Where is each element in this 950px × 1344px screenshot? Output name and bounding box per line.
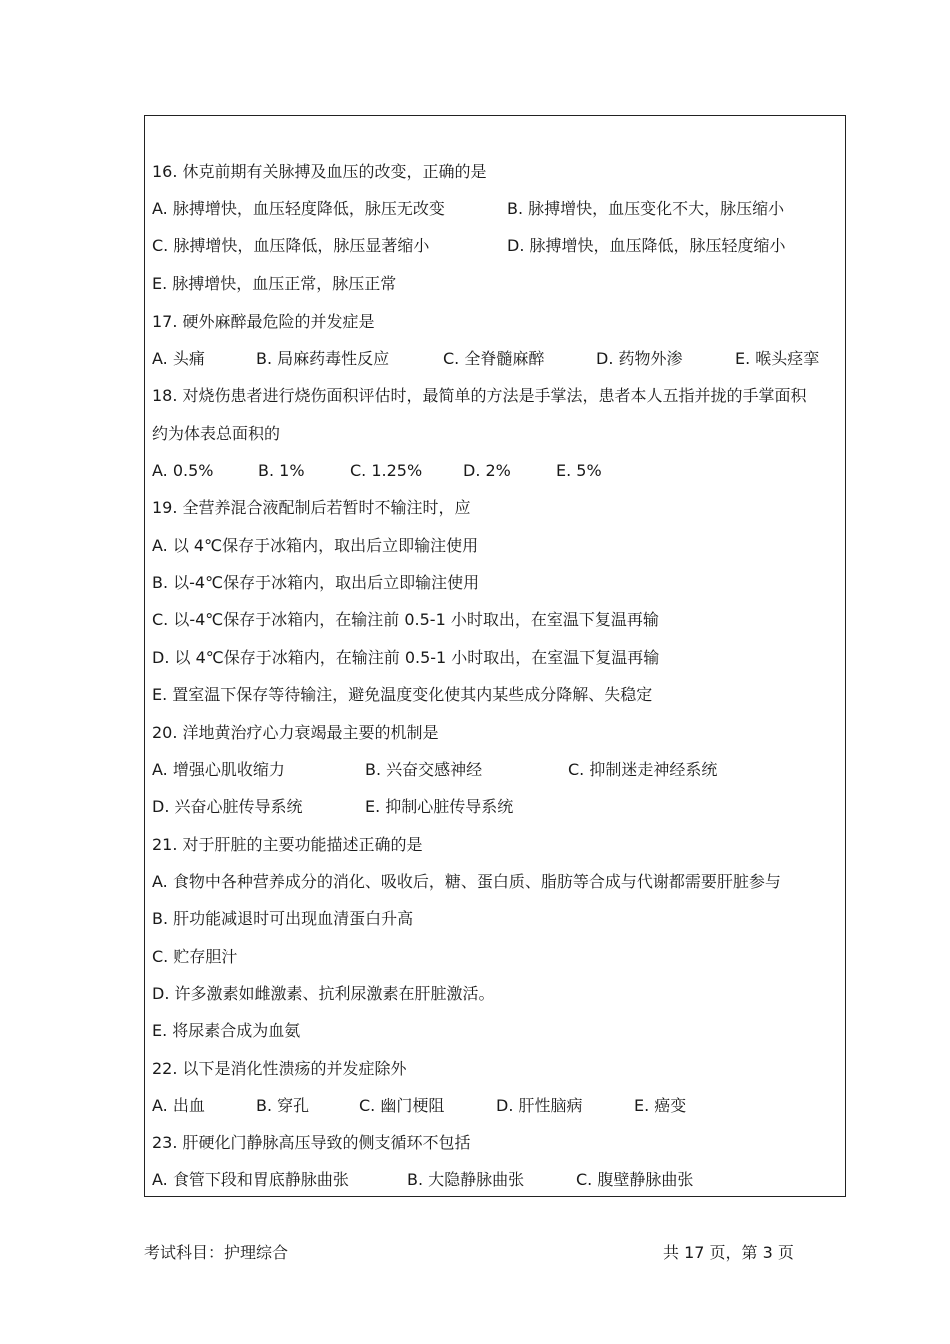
- option-a: A. 增强心肌收缩力: [152, 760, 285, 779]
- option-b: B. 穿孔: [256, 1096, 310, 1115]
- option-a: A. 出血: [152, 1096, 205, 1115]
- option-c: C. 幽门梗阻: [359, 1096, 445, 1115]
- footer-page-number: 共 17 页，第 3 页: [663, 1243, 794, 1262]
- question-19-option-b: B. 以-4℃保存于冰箱内，取出后立即输注使用: [152, 573, 480, 592]
- question-19-option-a: A. 以 4℃保存于冰箱内，取出后立即输注使用: [152, 536, 479, 555]
- option-c: C. 全脊髓麻醉: [443, 349, 545, 368]
- option-b: B. 局麻药毒性反应: [256, 349, 390, 368]
- question-19-option-e: E. 置室温下保存等待输注，避免温度变化使其内某些成分降解、失稳定: [152, 685, 653, 704]
- option-c: C. 1.25%: [350, 461, 423, 480]
- question-20-stem: 20. 洋地黄治疗心力衰竭最主要的机制是: [152, 723, 439, 742]
- option-a: A. 食管下段和胃底静脉曲张: [152, 1170, 349, 1189]
- option-d: D. 肝性脑病: [496, 1096, 583, 1115]
- option-c: C. 脉搏增快，血压降低，脉压显著缩小: [152, 236, 430, 255]
- question-21-option-b: B. 肝功能减退时可出现血清蛋白升高: [152, 909, 414, 928]
- question-21-option-e: E. 将尿素合成为血氨: [152, 1021, 301, 1040]
- question-16-option-e: E. 脉搏增快，血压正常，脉压正常: [152, 274, 397, 293]
- option-e: E. 抑制心脏传导系统: [365, 797, 514, 816]
- question-21-option-c: C. 贮存胆汁: [152, 947, 238, 966]
- option-d: D. 脉搏增快，血压降低，脉压轻度缩小: [507, 236, 786, 255]
- option-a: A. 脉搏增快，血压轻度降低，脉压无改变: [152, 199, 445, 218]
- option-d: D. 药物外渗: [596, 349, 683, 368]
- option-b: B. 1%: [258, 461, 305, 480]
- question-21-option-a: A. 食物中各种营养成分的消化、吸收后，糖、蛋白质、脂肪等合成与代谢都需要肝脏参与: [152, 872, 781, 891]
- question-18-stem-continued: 约为体表总面积的: [152, 424, 281, 443]
- option-c: C. 抑制迷走神经系统: [568, 760, 718, 779]
- question-19-option-c: C. 以-4℃保存于冰箱内，在输注前 0.5-1 小时取出，在室温下复温再输: [152, 610, 659, 629]
- option-b: B. 大隐静脉曲张: [407, 1170, 525, 1189]
- question-18-stem: 18. 对烧伤患者进行烧伤面积评估时，最简单的方法是手掌法，患者本人五指并拢的手掌面积: [152, 386, 807, 405]
- question-19-stem: 19. 全营养混合液配制后若暂时不输注时，应: [152, 498, 471, 517]
- option-a: A. 0.5%: [152, 461, 214, 480]
- question-21-stem: 21. 对于肝脏的主要功能描述正确的是: [152, 835, 423, 854]
- option-b: B. 兴奋交感神经: [365, 760, 483, 779]
- question-17-stem: 17. 硬外麻醉最危险的并发症是: [152, 312, 375, 331]
- option-e: E. 癌变: [634, 1096, 687, 1115]
- question-23-stem: 23. 肝硬化门静脉高压导致的侧支循环不包括: [152, 1133, 471, 1152]
- question-21-option-d: D. 许多激素如雌激素、抗利尿激素在肝脏激活。: [152, 984, 495, 1003]
- question-19-option-d: D. 以 4℃保存于冰箱内，在输注前 0.5-1 小时取出，在室温下复温再输: [152, 648, 660, 667]
- option-d: D. 兴奋心脏传导系统: [152, 797, 303, 816]
- option-e: E. 5%: [556, 461, 602, 480]
- question-22-stem: 22. 以下是消化性溃疡的并发症除外: [152, 1059, 407, 1078]
- option-b: B. 脉搏增快，血压变化不大，脉压缩小: [507, 199, 785, 218]
- question-16-stem: 16. 休克前期有关脉搏及血压的改变，正确的是: [152, 162, 487, 181]
- option-c: C. 腹壁静脉曲张: [576, 1170, 694, 1189]
- option-e: E. 喉头痉挛: [735, 349, 820, 368]
- option-a: A. 头痛: [152, 349, 205, 368]
- footer-exam-subject: 考试科目：护理综合: [144, 1243, 289, 1262]
- option-d: D. 2%: [463, 461, 511, 480]
